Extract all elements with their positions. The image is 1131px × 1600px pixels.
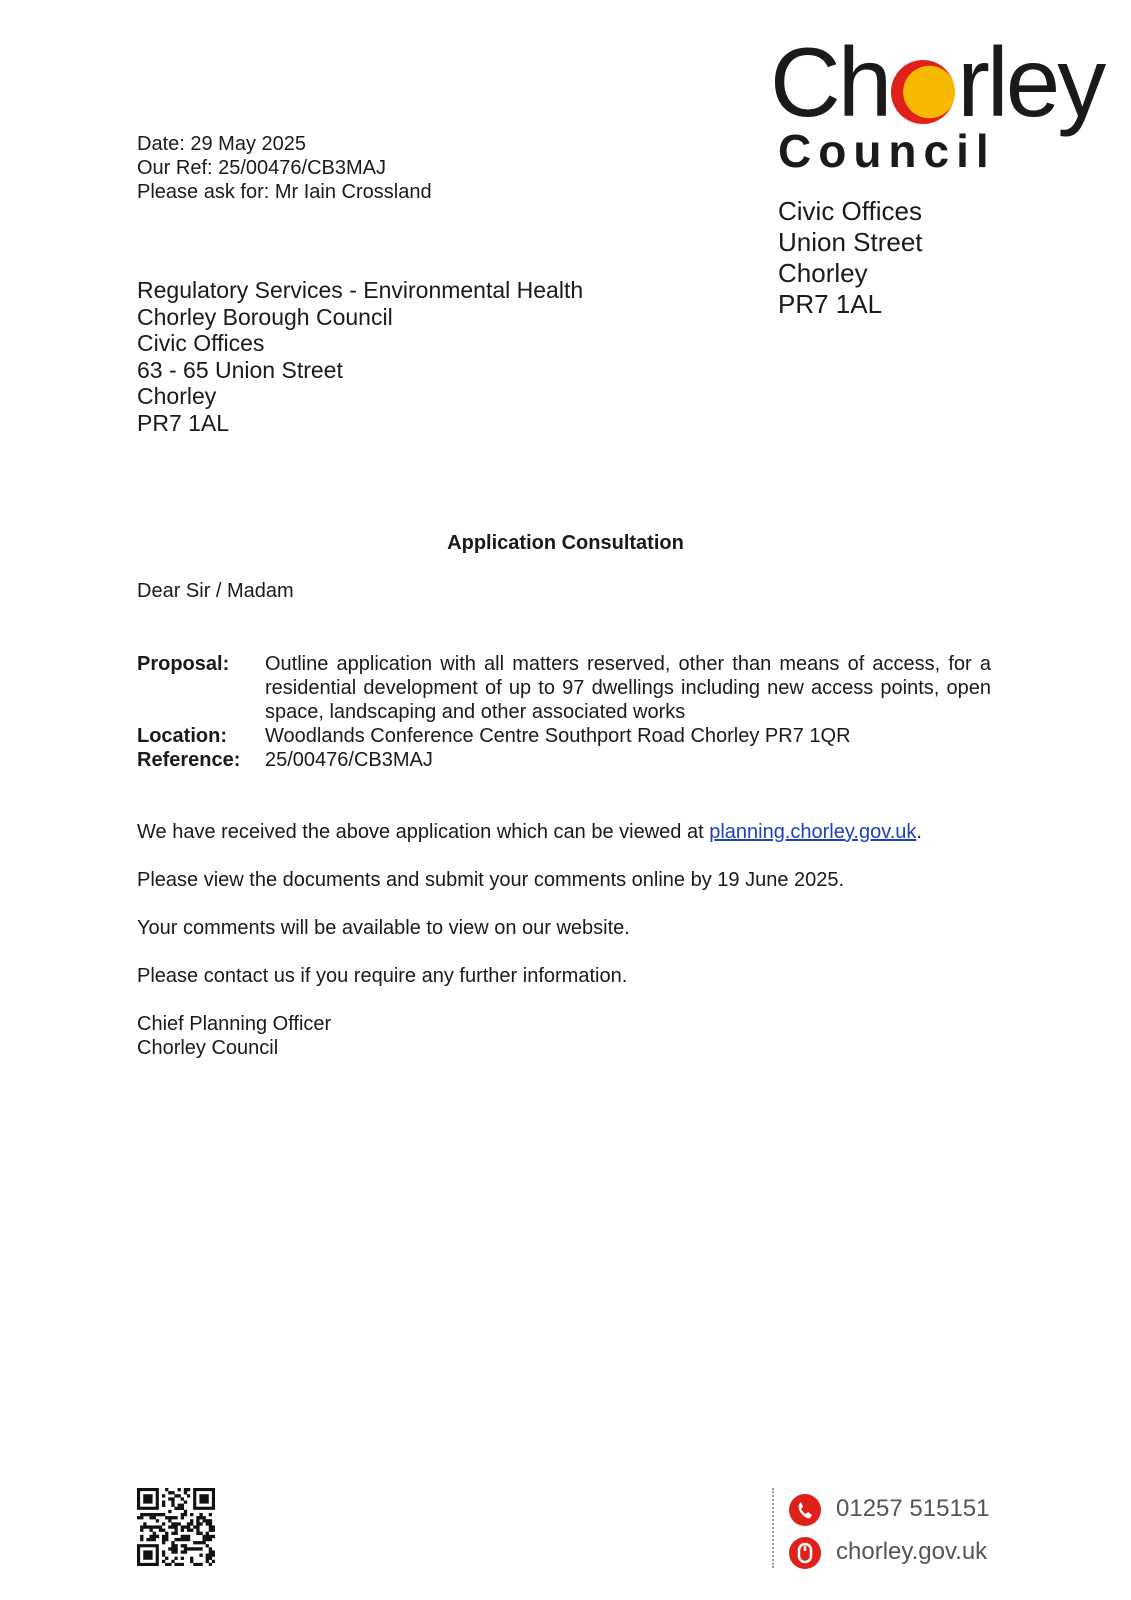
signoff (137, 1012, 331, 1060)
sender-address (778, 196, 923, 320)
proposal-value: Outline application with all matters reserved, other than means of access, for a residential development of up to 97 dwellings including new access points, open space, landscaping and other associated works (265, 653, 991, 723)
application-details (137, 652, 991, 772)
planning-website-link[interactable]: planning.chorley.gov.uk (709, 821, 917, 843)
paragraph-received-text: We have received the above application which can be viewed at (137, 821, 710, 843)
phone-icon (789, 1494, 821, 1526)
letter-meta (137, 132, 432, 204)
recipient-address-line: Civic Offices (137, 330, 265, 356)
ask-for: Please ask for: Mr Iain Crossland (137, 181, 432, 203)
paragraph-contact: Please contact us if you require any further information. (137, 965, 628, 987)
letter-heading: Application Consultation (447, 532, 684, 554)
recipient-address-line: Chorley Borough Council (137, 303, 393, 330)
qr-code (137, 1488, 215, 1566)
paragraph-comments: Your comments will be available to view on our website. (137, 917, 630, 939)
paragraph-deadline: Please view the documents and submit your comments online by 19 June 2025. (137, 869, 845, 891)
location-row (137, 724, 991, 748)
recipient-address-line: Regulatory Services - Environmental Health (137, 277, 584, 303)
paragraph-received (137, 820, 922, 844)
paragraph-received-suffix: . (916, 821, 922, 843)
sender-address-line: Chorley (778, 258, 868, 288)
signoff-title: Chief Planning Officer (137, 1013, 332, 1035)
location-value: Woodlands Conference Centre Southport Road Chorley PR7 1QR (265, 725, 851, 747)
reference-row (137, 748, 991, 772)
recipient-address-line: Chorley (137, 383, 217, 409)
qr-code-graphic (137, 1488, 215, 1566)
recipient-address-line: 63 - 65 Union Street (137, 356, 343, 383)
chorley-council-logo (770, 27, 1104, 177)
mouse-icon (789, 1537, 821, 1569)
signoff-organisation: Chorley Council (137, 1037, 279, 1059)
proposal-row (137, 652, 991, 724)
footer-website[interactable]: chorley.gov.uk (836, 1538, 988, 1565)
recipient-address (137, 277, 583, 436)
logo-o-mark (891, 60, 955, 124)
reference-value: 25/00476/CB3MAJ (265, 749, 433, 771)
proposal-label: Proposal: (137, 653, 230, 675)
sender-address-line: Civic Offices (778, 196, 922, 226)
recipient-address-line: PR7 1AL (137, 409, 230, 436)
sender-address-line: Union Street (778, 227, 923, 257)
salutation: Dear Sir / Madam (137, 580, 294, 602)
our-reference: Our Ref: 25/00476/CB3MAJ (137, 157, 387, 179)
reference-label: Reference: (137, 749, 241, 771)
footer-phone: 01257 515151 (836, 1495, 990, 1522)
logo-wordmark: Ch rley (770, 27, 1104, 137)
location-label: Location: (137, 725, 227, 747)
logo-council-word: Council (778, 125, 996, 177)
letter-date: Date: 29 May 2025 (137, 133, 306, 155)
footer-divider (772, 1488, 774, 1568)
sender-address-line: PR7 1AL (778, 289, 883, 319)
